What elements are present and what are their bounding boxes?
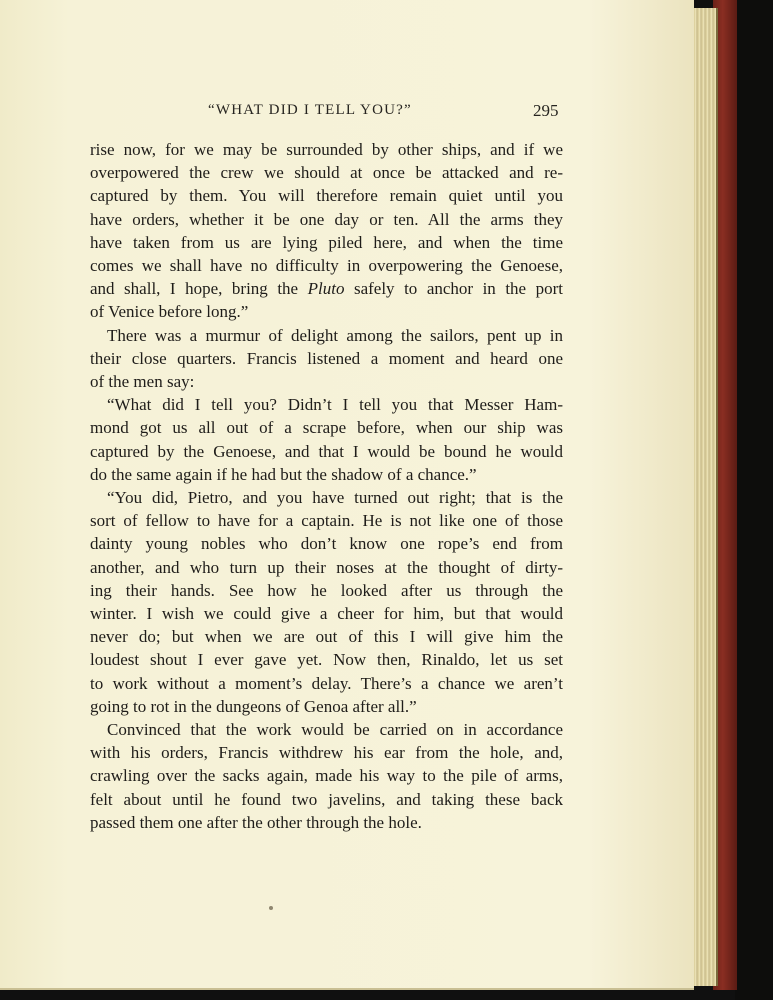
text-line: captured by them. You will therefore remain quiet until you [90, 186, 563, 206]
paragraph-first-line: “You did, Pietro, and you have turned out right; that is the [107, 488, 563, 508]
text-line: ing their hands. See how he looked after us through the [90, 580, 563, 600]
page-number: 295 [533, 101, 559, 120]
text-line: another, and who turn up their noses at the thought of dirty- [90, 557, 563, 577]
paragraph-end-line: do the same again if he had but the shadow of a chance.” [90, 464, 477, 484]
paragraph-first-line: Convinced that the work would be carried on in accordance [107, 720, 563, 740]
text-line: have orders, whether it be one day or ten. All the arms they [90, 209, 563, 229]
running-head: “WHAT DID I TELL YOU?” [208, 102, 412, 118]
text-line: captured by the Genoese, and that I would be bound he would [90, 441, 563, 461]
text-line: never do; but when we are out of this I will give him the [90, 627, 563, 647]
text-line: mond got us all out of a scrape before, when our ship was [90, 418, 563, 438]
text-line: felt about until he found two javelins, and taking these back [90, 789, 563, 809]
paragraph-end-line: of the men say: [90, 372, 195, 392]
text-line: dainty young nobles who don’t know one rope’s end from [90, 534, 563, 554]
text-line: rise now, for we may be surrounded by other ships, and if we [90, 140, 563, 159]
text-line: winter. I wish we could give a cheer for him, but that would [90, 604, 563, 624]
paragraph-first-line: There was a murmur of delight among the sailors, pent up in [107, 325, 563, 345]
text-line: their close quarters. Francis listened a moment and heard one [90, 348, 563, 368]
ship-name: Pluto [307, 279, 345, 299]
text-line: loudest shout I ever gave yet. Now then, Rinaldo, let us set [90, 650, 563, 670]
text-line: comes we shall have no difficulty in overpowering the Genoese, [90, 256, 563, 276]
paragraph-end-line: of Venice before long.” [90, 302, 249, 322]
page-stack-edge [690, 8, 718, 986]
paper-speck [269, 906, 273, 910]
text-line: overpowered the crew we should at once be attacked and re- [90, 163, 563, 183]
text-line: sort of fellow to have for a captain. He is not like one of those [90, 511, 563, 531]
paragraph-end-line: passed them one after the other through the hole. [90, 812, 422, 832]
paragraph-end-line: going to rot in the dungeons of Genoa after all.” [90, 696, 417, 716]
text-line: with his orders, Francis withdrew his ear from the hole, and, [90, 743, 563, 763]
text-line: crawling over the sacks again, made his way to the pile of arms, [90, 766, 563, 786]
text-line: have taken from us are lying piled here, and when the time [90, 232, 563, 252]
text-line: to work without a moment’s delay. There’s a chance we aren’t [90, 673, 563, 693]
page-body-text [90, 138, 563, 834]
text-line-with-ship-name [90, 277, 563, 300]
text-segment: safely to anchor in the port [353, 279, 563, 299]
text-segment: and shall, I hope, bring the [90, 279, 299, 299]
book-spine-shadow [735, 0, 773, 1000]
paragraph-first-line: “What did I tell you? Didn’t I tell you that Messer Ham- [107, 395, 563, 415]
